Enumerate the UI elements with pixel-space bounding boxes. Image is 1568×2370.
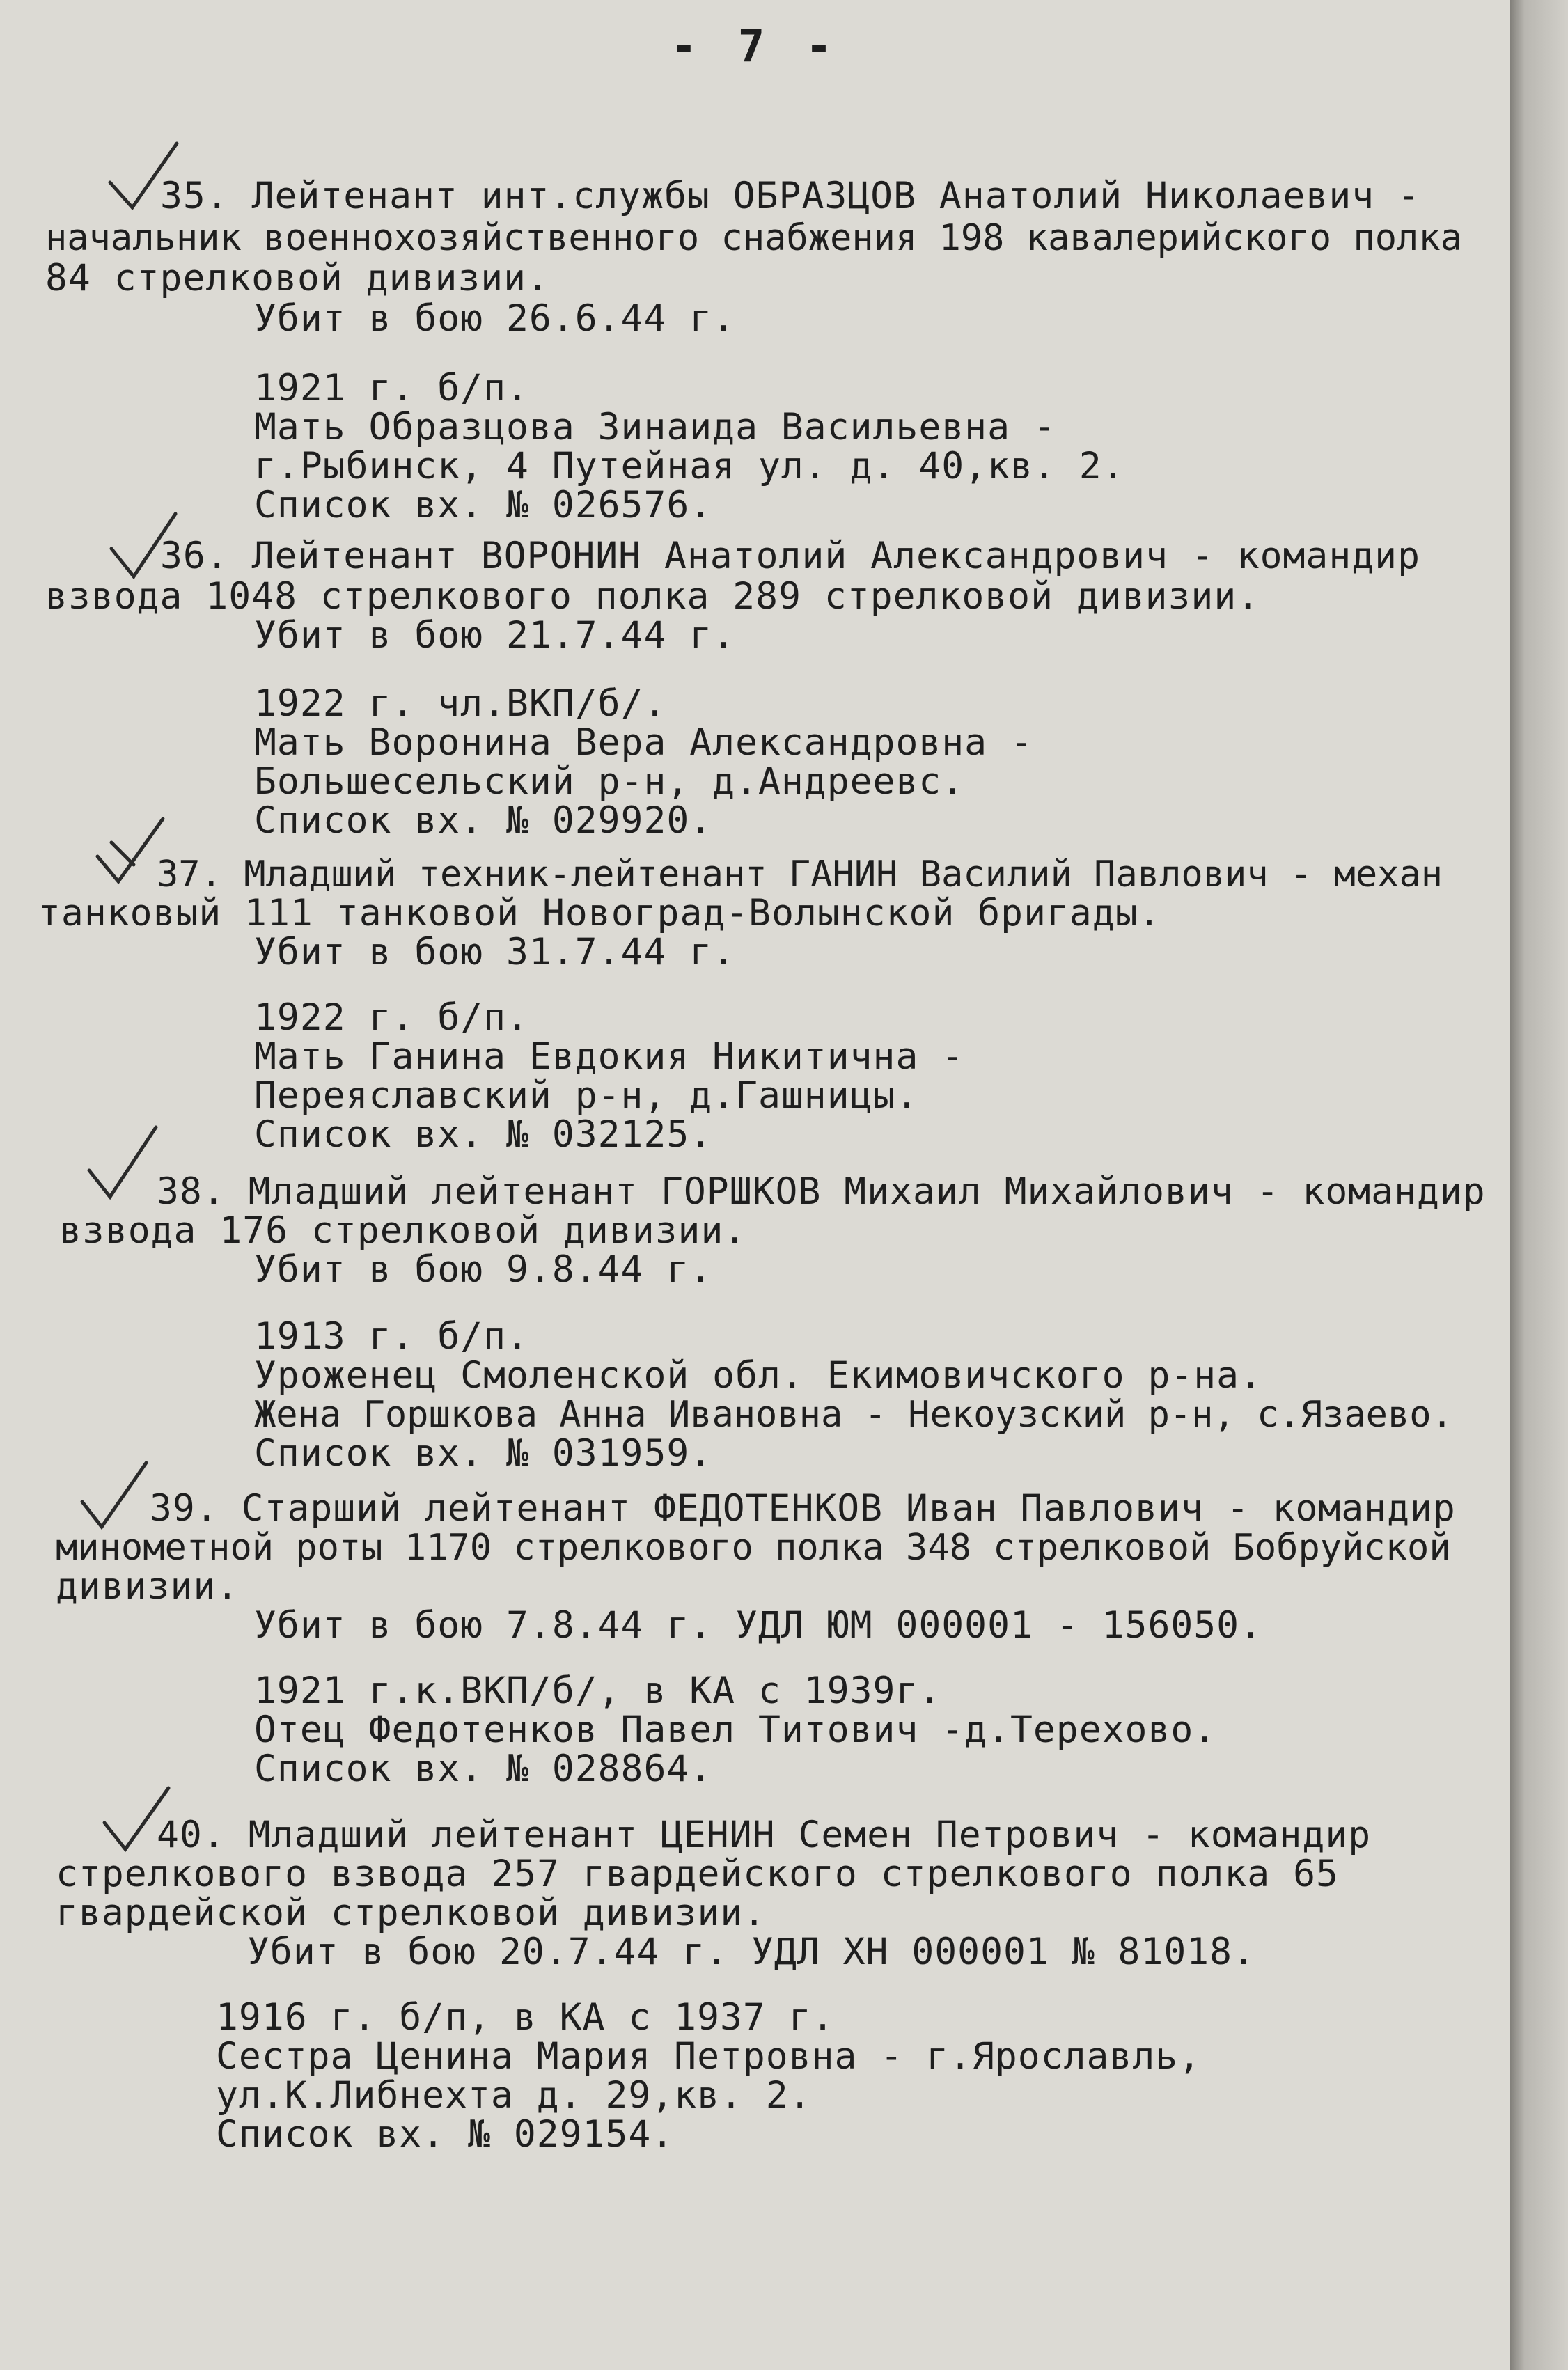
entry-line: минометной роты 1170 стрелкового полка 348 стрелковой Бобруйской	[56, 1527, 1451, 1569]
entry-line: 84 стрелковой дивизии.	[45, 257, 549, 299]
entry-line: г.Рыбинск, 4 Путейная ул. д. 40,кв. 2.	[254, 445, 1125, 487]
entry-line: 1921 г.к.ВКП/б/, в КА с 1939г.	[254, 1670, 942, 1712]
entry-line: Убит в бою 26.6.44 г.	[254, 297, 736, 340]
entry-line: Переяславский р-н, д.Гашницы.	[254, 1074, 919, 1117]
entry-line: Список вх. № 029154.	[216, 2113, 675, 2156]
entry-line: 37. Младший техник-лейтенант ГАНИН Василий Павлович - механ	[157, 854, 1443, 895]
page-number: - 7 -	[670, 21, 840, 72]
entry-line: Убит в бою 7.8.44 г. УДЛ ЮМ 000001 - 156050.	[254, 1604, 1262, 1647]
entry-line: взвода 176 стрелковой дивизии.	[59, 1209, 747, 1252]
entry-line: танковый 111 танковой Новоград-Волынской бригады.	[38, 892, 1161, 934]
page-binding-edge	[1510, 0, 1568, 2370]
entry-line: Уроженец Смоленской обл. Екимовичского р-на.	[254, 1354, 1262, 1397]
entry-line: Сестра Ценина Мария Петровна - г.Ярославль,	[216, 2035, 1202, 2078]
entry-line: начальник военнохозяйственного снабжения 198 кавалерийского полка	[45, 217, 1462, 259]
entry-line: Мать Воронина Вера Александровна -	[254, 721, 1033, 764]
entry-line: Мать Ганина Евдокия Никитична -	[254, 1035, 965, 1078]
checkmark-icon	[84, 1124, 160, 1201]
entry-line: гвардейской стрелковой дивизии.	[56, 1892, 767, 1934]
entry-line: Жена Горшкова Анна Ивановна - Некоузский р-н, с.Язаево.	[254, 1394, 1453, 1436]
entry-line: Убит в бою 20.7.44 г. УДЛ ХН 000001 № 81018.	[247, 1931, 1255, 1973]
entry-line: 1916 г. б/п, в КА с 1937 г.	[216, 1996, 835, 2039]
entry-line: 1921 г. б/п.	[254, 367, 529, 409]
entry-line: ул.К.Либнехта д. 29,кв. 2.	[216, 2074, 812, 2117]
entry-line: дивизии.	[56, 1565, 240, 1608]
entry-line: Убит в бою 9.8.44 г.	[254, 1248, 713, 1291]
entry-line: 40. Младший лейтенант ЦЕНИН Семен Петрович - командир	[157, 1814, 1372, 1856]
entry-line: стрелкового взвода 257 гвардейского стрелкового полка 65	[56, 1853, 1339, 1895]
entry-line: Список вх. № 028864.	[254, 1748, 713, 1790]
entry-line: 38. Младший лейтенант ГОРШКОВ Михаил Михайлович - командир	[157, 1170, 1486, 1213]
entry-line: Отец Федотенков Павел Титович -д.Терехово.	[254, 1709, 1217, 1751]
entry-line: 39. Старший лейтенант ФЕДОТЕНКОВ Иван Павлович - командир	[150, 1487, 1456, 1530]
entry-line: Список вх. № 029920.	[254, 799, 713, 842]
entry-line: Список вх. № 026576.	[254, 484, 713, 526]
entry-line: 1922 г. б/п.	[254, 996, 529, 1039]
checkmark-icon	[77, 1459, 153, 1535]
entry-line: 1922 г. чл.ВКП/б/.	[254, 682, 667, 725]
entry-line: взвода 1048 стрелкового полка 289 стрелковой дивизии.	[45, 575, 1260, 618]
entry-line: Список вх. № 032125.	[254, 1113, 713, 1156]
entry-line: 1913 г. б/п.	[254, 1315, 529, 1358]
entry-line: Убит в бою 31.7.44 г.	[254, 931, 736, 973]
entry-line: Список вх. № 031959.	[254, 1432, 713, 1475]
entry-line: 36. Лейтенант ВОРОНИН Анатолий Александрович - командир	[160, 535, 1420, 577]
entry-line: 35. Лейтенант инт.службы ОБРАЗЦОВ Анатолий Николаевич -	[160, 175, 1420, 217]
checkmark-icon	[91, 815, 167, 891]
entry-line: Мать Образцова Зинаида Васильевна -	[254, 406, 1056, 448]
entry-line: Большесельский р-н, д.Андреевс.	[254, 760, 965, 803]
entry-line: Убит в бою 21.7.44 г.	[254, 614, 736, 657]
